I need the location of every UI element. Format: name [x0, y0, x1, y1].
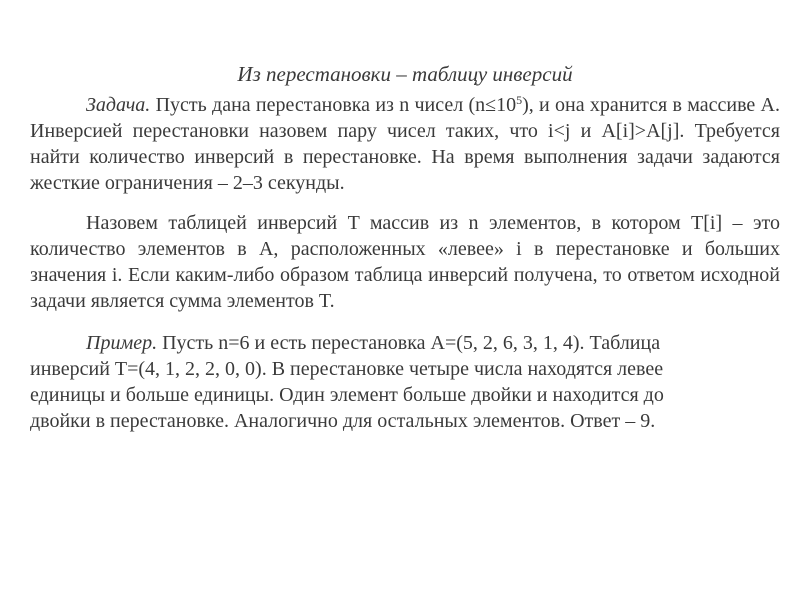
task-label: Задача.	[86, 94, 151, 116]
task-text-start: Пусть дана перестановка из n чисел (n≤10	[150, 94, 517, 116]
example-label: Пример.	[86, 332, 158, 354]
paragraph-definition	[30, 210, 780, 314]
document-title: Из перестановки – таблицу инверсий	[237, 62, 573, 86]
paragraph-task	[30, 92, 780, 196]
task-text-end: ), и она хранится в массиве A. Инверсией перестановки назовем пару чисел таких, что i<j и A[i]>A[j]. Требуется найти количество инверсий в перестановке. На время выполнения задачи задаются жесткие ограничения – 2–3 секунды.	[30, 94, 780, 194]
task-superscript: 5	[516, 93, 523, 107]
paragraph-example	[30, 330, 720, 434]
example-text: Пусть n=6 и есть перестановка A=(5, 2, 6, 3, 1, 4). Таблица инверсий T=(4, 1, 2, 2, 0, 0). В перестановке четыре числа находятся левее единицы и больше единицы. Один элемент больше двойки и находится до двойки в перестановке. Аналогично для остальных элементов. Ответ – 9.	[30, 332, 664, 432]
definition-text: Назовем таблицей инверсий T массив из n элементов, в котором T[i] – это количество элементов в A, расположенных «левее» i в перестановке и больших значения i. Если каким-либо образом таблица инверсий получена, то ответом исходной задачи является сумма элементов T.	[30, 212, 780, 312]
